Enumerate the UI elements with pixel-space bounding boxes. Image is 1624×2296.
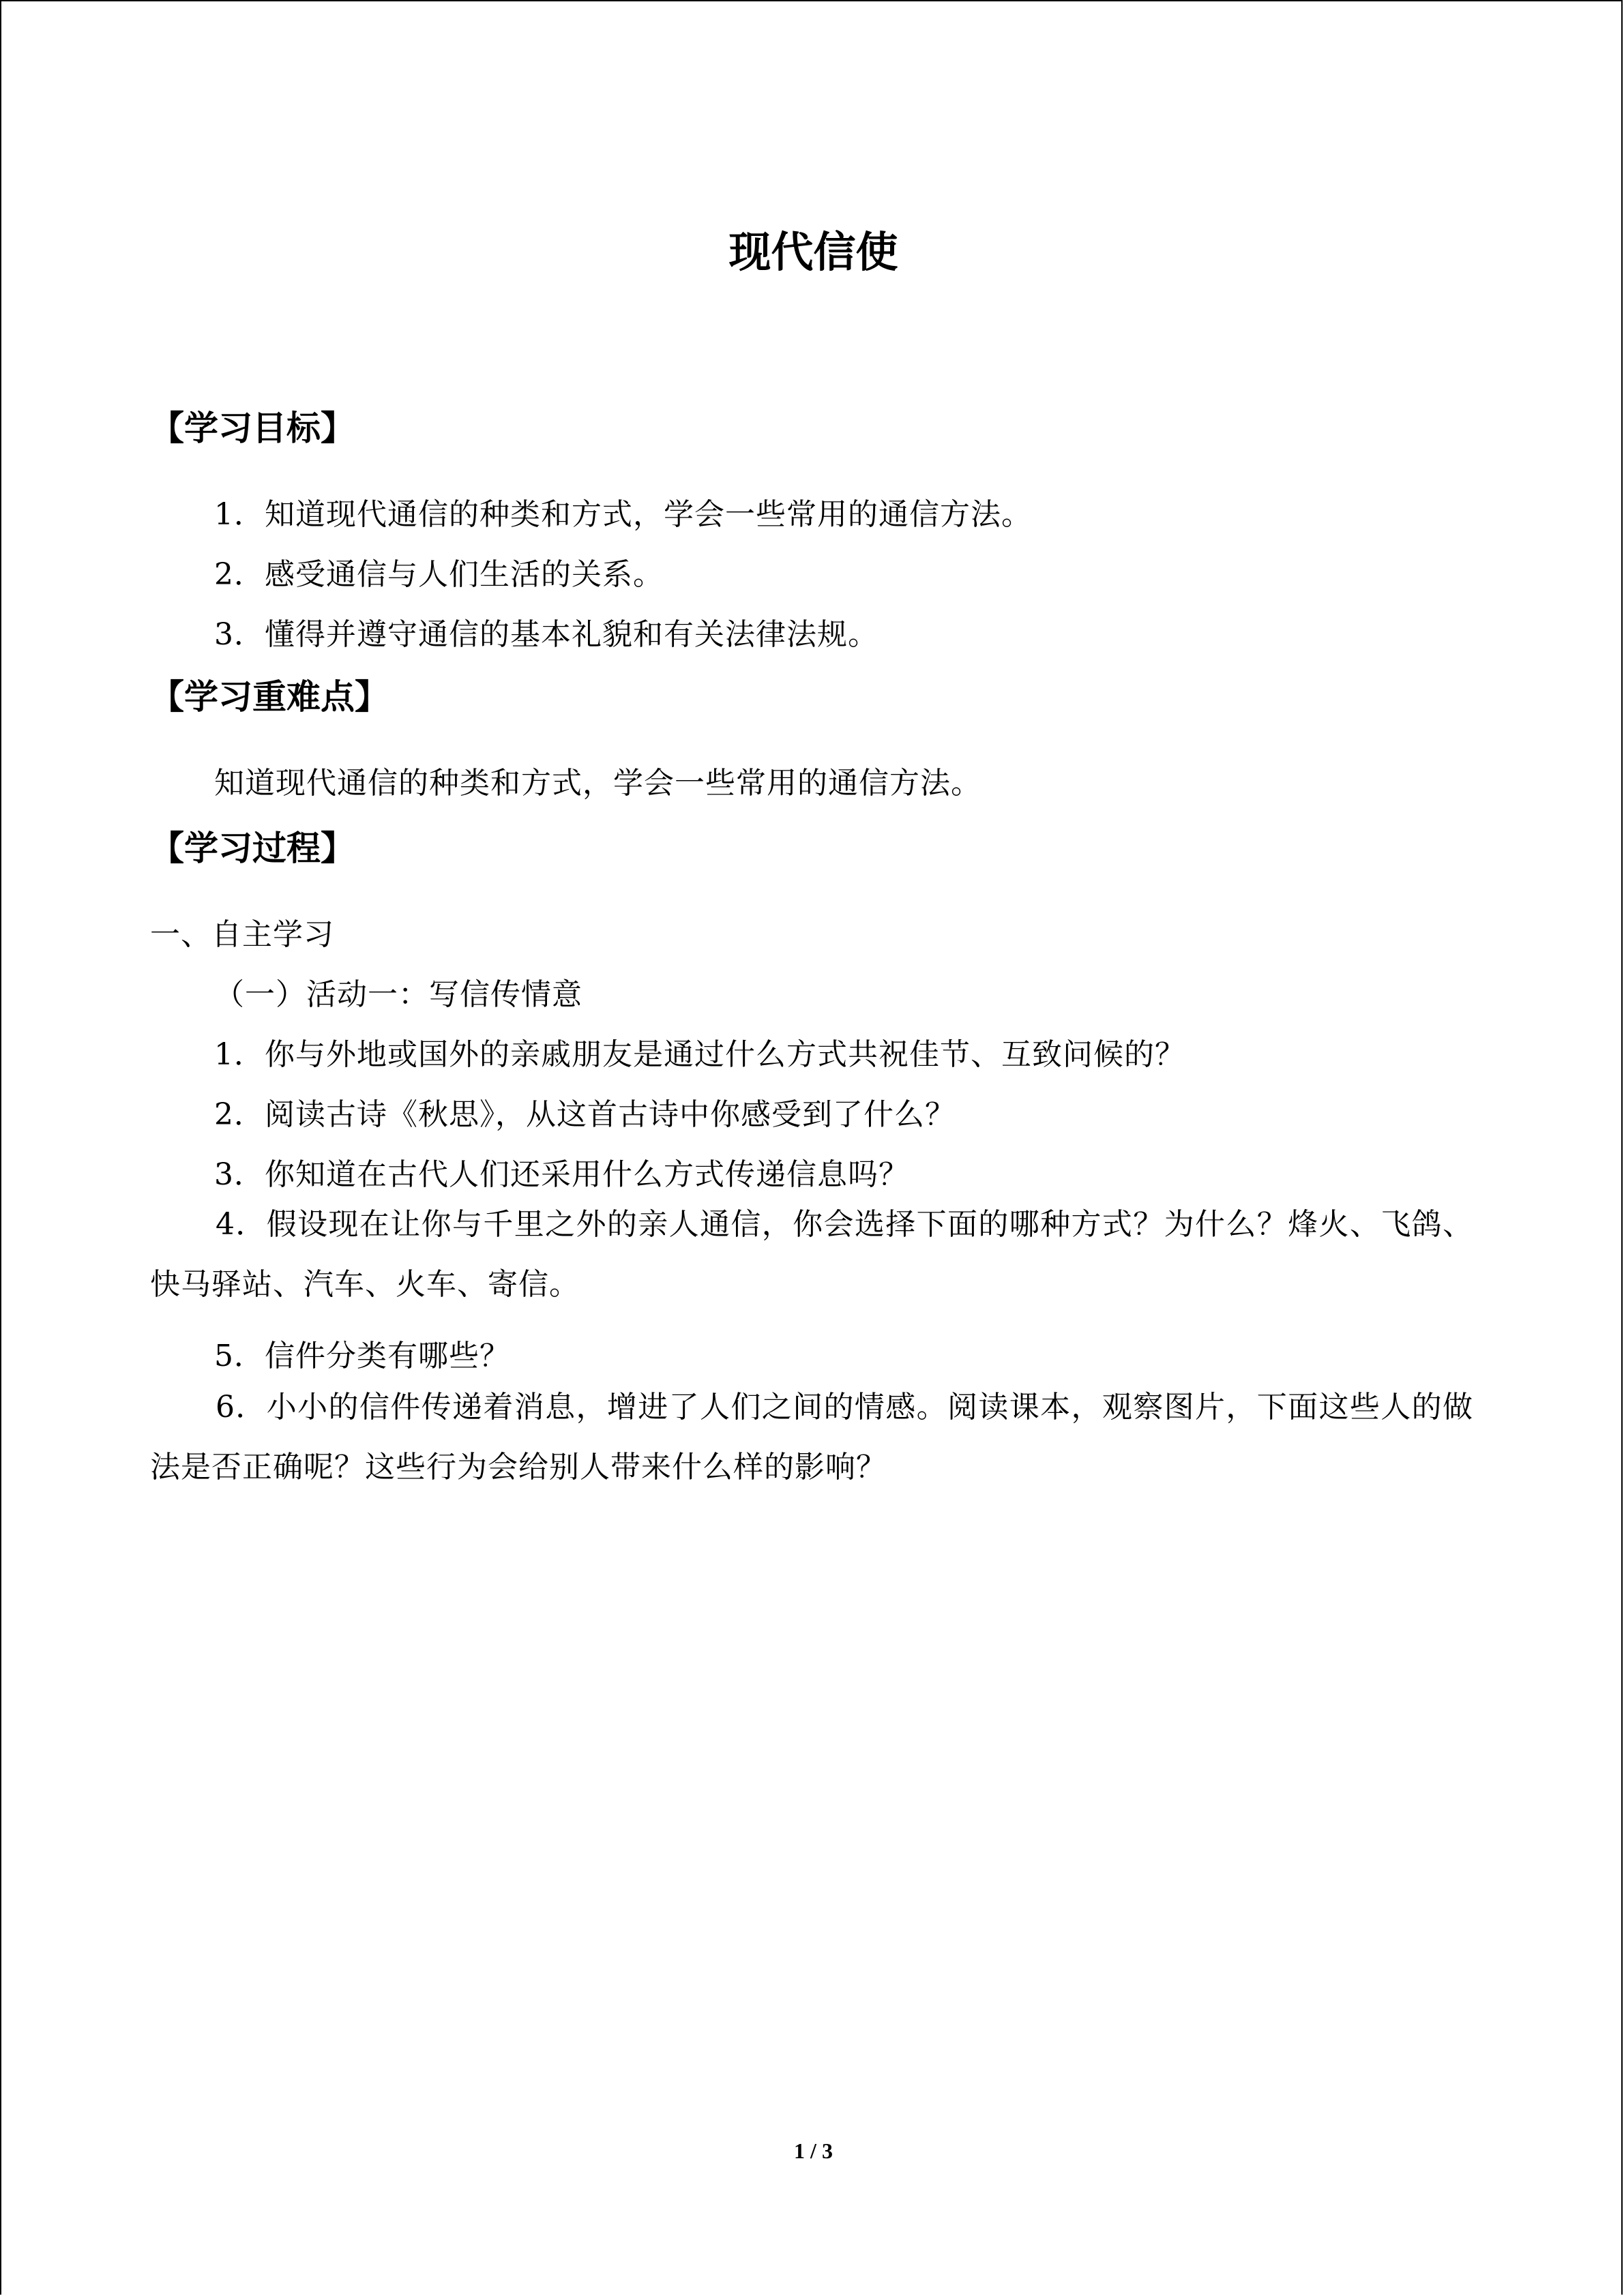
question-item: 1．你与外地或国外的亲戚朋友是通过什么方式共祝佳节、互致问候的？ <box>214 1037 1185 1072</box>
page-number: 1 / 3 <box>794 2138 833 2163</box>
objective-item: 2．感受通信与人们生活的关系。 <box>214 557 664 592</box>
section-heading-process: 【学习过程】 <box>150 829 355 868</box>
part-title: 一、自主学习 <box>150 917 334 952</box>
objective-item: 3．懂得并遵守通信的基本礼貌和有关法律法规。 <box>214 617 879 652</box>
activity-title: （一）活动一：写信传情意 <box>214 977 582 1012</box>
document-title: 现代信使 <box>728 227 898 277</box>
section-heading-objectives: 【学习目标】 <box>150 408 355 448</box>
question-item: 5．信件分类有哪些？ <box>214 1339 510 1373</box>
question-item: 3．你知道在古代人们还采用什么方式传递信息吗？ <box>214 1157 909 1192</box>
question-item: 6．小小的信件传递着消息，增进了人们之间的情感。阅读课本，观察图片，下面这些人的做法是否正确呢？这些行为会给别人带来什么样的影响？ <box>150 1390 1473 1485</box>
question-item: 2．阅读古诗《秋思》，从这首古诗中你感受到了什么？ <box>214 1097 956 1132</box>
question-item: 4．假设现在让你与千里之外的亲人通信，你会选择下面的哪种方式？为什么？烽火、飞鸽、快马驿站、汽车、火车、寄信。 <box>150 1207 1473 1302</box>
objective-item: 1．知道现代通信的种类和方式，学会一些常用的通信方法。 <box>214 497 1032 532</box>
key-points-text: 知道现代通信的种类和方式，学会一些常用的通信方法。 <box>214 766 981 801</box>
section-heading-key-points: 【学习重难点】 <box>150 677 389 717</box>
